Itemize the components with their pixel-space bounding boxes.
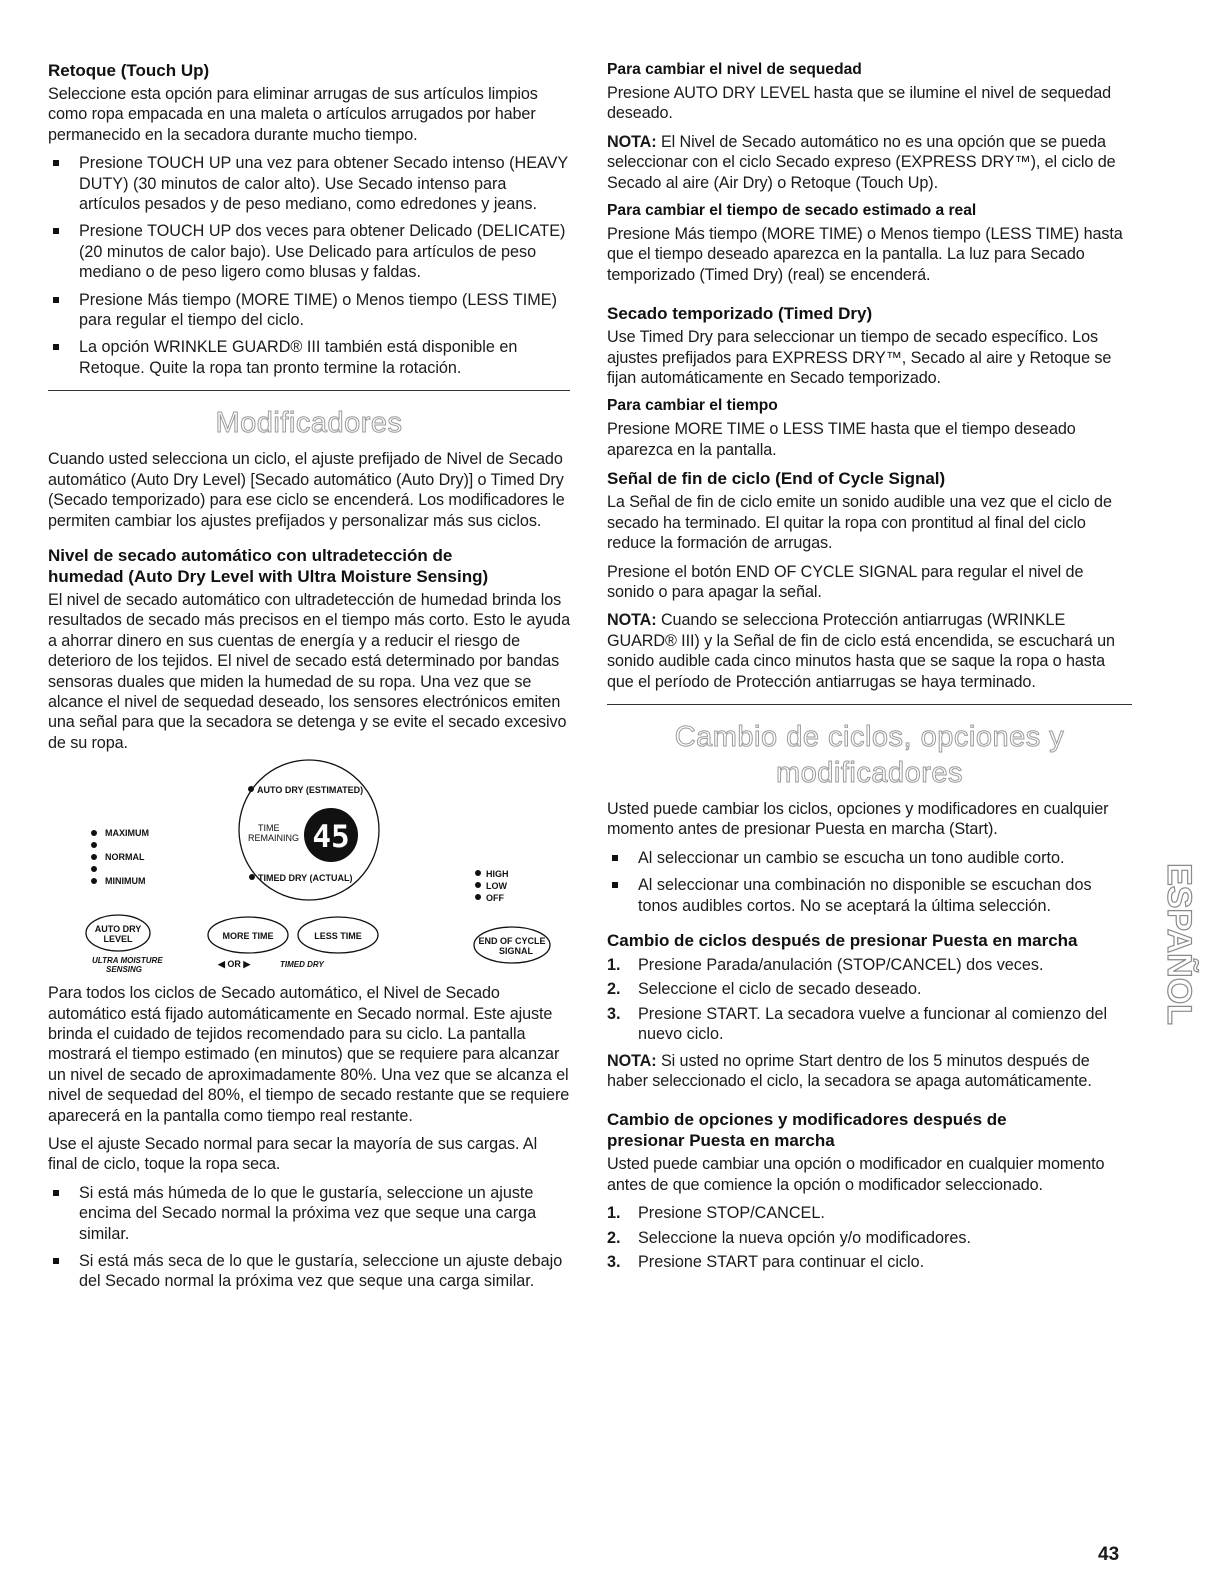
level-dot: [91, 866, 97, 872]
cambio-opciones-heading-line1: Cambio de opciones y modificadores después de: [607, 1110, 1007, 1130]
touch-up-intro: Seleccione esta opción para eliminar arrugas de sus artículos limpios como ropa empacada en una maleta o artículos arrugados por haber permanecido en la secadora durante mucho tiempo.: [48, 85, 538, 144]
nota-label: NOTA:: [607, 132, 657, 151]
step-number: 3.: [607, 1253, 621, 1272]
signal-dot: [475, 894, 481, 900]
cambio-ciclos-heading: Cambio de ciclos después de presionar Puesta en marcha: [607, 930, 1078, 950]
bullet-square-icon: [53, 297, 59, 303]
bullet-square-icon: [53, 1258, 59, 1264]
list-item: [48, 1183, 570, 1244]
list-item-text: Presione Más tiempo (MORE TIME) o Menos tiempo (LESS TIME) para regular el tiempo del ciclo.: [79, 290, 557, 330]
time-display-value: 45: [312, 819, 350, 856]
less-time-label: LESS TIME: [314, 931, 362, 942]
bullet-square-icon: [53, 228, 59, 234]
bullet-square-icon: [53, 344, 59, 350]
cambio-opciones-intro: Usted puede cambiar una opción o modificador en cualquier momento antes de que comience la opción o modificador seleccionado.: [607, 1155, 1105, 1194]
level-dot: [91, 878, 97, 884]
list-item: [48, 337, 570, 378]
sequedad-heading: Para cambiar el nivel de sequedad: [607, 61, 862, 78]
control-panel-illustration: [88, 763, 538, 913]
list-item: [607, 1252, 1132, 1272]
bullet-square-icon: [612, 882, 618, 888]
cambiar-tiempo-heading: Para cambiar el tiempo: [607, 397, 778, 415]
list-item-text: Seleccione el ciclo de secado deseado.: [638, 980, 922, 999]
list-item: [607, 875, 1132, 916]
signal-dot: [475, 882, 481, 888]
modificadores-title: Modificadores: [215, 407, 403, 440]
remaining-label: REMAINING: [248, 833, 300, 844]
para-todos-p1: Para todos los ciclos de Secado automático, el Nivel de Secado automático está fijado automáticamente en Secado normal. Este ajuste brinda el cuidado de tejidos recomendado para su ciclo. La pantalla mostrará el tiempo estimado (en minutos) que se requiere para alcanzar un nivel de secado de aproximadamente 80%. Una vez que se alcanza el nivel de sequedad del 80%, el tiempo de secado restante que se requiere aparecerá en la pantalla como tiempo real restante.: [48, 984, 570, 1125]
cambio-title-line1: Cambio de ciclos, opciones y: [674, 720, 1065, 753]
step-number: 1.: [607, 1204, 621, 1223]
list-item-text: Presione TOUCH UP dos veces para obtener Delicado (DELICATE) (20 minutos de calor bajo). Use Delicado para artículos de peso mediano o de peso ligero como blusas y faldas.: [79, 222, 566, 282]
cambio-title: [607, 719, 1132, 791]
list-item-text: Al seleccionar una combinación no disponible se escuchan dos tonos audibles cortos. No se aceptará la última selección.: [638, 876, 1092, 915]
end-signal-p2: Presione el botón END OF CYCLE SIGNAL para regular el nivel de sonido o para apagar la señal.: [607, 562, 1084, 601]
auto-dry-heading: [48, 545, 570, 587]
language-side-tab: [1148, 814, 1198, 1074]
list-item: [48, 1251, 570, 1292]
list-item-text: Si está más húmeda de lo que le gustaría, seleccione un ajuste encima del Secado normal la próxima vez que seque una carga similar.: [79, 1183, 537, 1243]
cambio-ciclos-nota: [607, 1051, 1132, 1092]
or-label: ◀ OR ▶: [218, 959, 251, 970]
auto-dry-body: El nivel de secado automático con ultradetección de humedad brinda los resultados de secado más precisos en el tiempo más corto. Esto le ayuda a ahorrar dinero en sus cuentas de energía y a reducir el riesgo de deterioro de los tejidos. El nivel de secado está determinado por bandas sensoras duales que miden la humedad de su ropa. Una vez que se alcance el nivel de sequedad deseado, los sensores electrónicos emiten una señal para que la secadora se detenga y se evite el secado excesivo de su ropa.: [48, 590, 570, 752]
end-of-cycle-label: END OF CYCLE: [478, 936, 546, 947]
control-buttons-illustration: [84, 913, 584, 975]
timed-dry-actual-label: TIMED DRY (ACTUAL): [258, 873, 353, 884]
step-number: 3.: [607, 1004, 621, 1023]
section-divider: [607, 704, 1132, 705]
section-divider: [48, 390, 570, 391]
list-item: [607, 848, 1132, 868]
indicator-dot: [248, 786, 254, 792]
list-item: [607, 1228, 1132, 1248]
auto-dry-heading-line2: humedad (Auto Dry Level with Ultra Moisture Sensing): [48, 566, 489, 586]
list-item-text: Presione START. La secadora vuelve a funcionar al comienzo del nuevo ciclo.: [638, 1004, 1108, 1044]
cambio-opciones-steps: [607, 1203, 1132, 1272]
auto-dry-button-label: AUTO DRY: [94, 924, 142, 935]
tiempo-estimado-body: Presione Más tiempo (MORE TIME) o Menos tiempo (LESS TIME) hasta que el tiempo deseado aparezca en la pantalla. La luz para Secado temporizado (Timed Dry) (real) se encenderá.: [607, 225, 1123, 284]
cambio-ciclos-steps: [607, 955, 1132, 1045]
para-todos-bullets: [48, 1183, 570, 1292]
ultra-moisture-label: ULTRA MOISTURE: [92, 956, 163, 966]
level-button-label: LEVEL: [103, 934, 133, 945]
side-tab-label: ESPAÑOL: [1160, 863, 1198, 1025]
level-dot: [91, 842, 97, 848]
end-signal-nota: [607, 610, 1132, 692]
level-maximum: MAXIMUM: [105, 828, 149, 839]
cambio-opciones-heading-line2: presionar Puesta en marcha: [607, 1131, 835, 1151]
touch-up-bullets: [48, 153, 570, 378]
signal-dot: [475, 870, 481, 876]
modificadores-intro: Cuando usted selecciona un ciclo, el ajuste prefijado de Nivel de Secado automático (Auto Dry Level) [Secado automático (Auto Dry)] o Timed Dry (Secado temporizado) para ese ciclo se encenderá. Los modificadores le permiten cambiar los ajustes prefijados y personalizar más sus ciclos.: [48, 450, 565, 530]
timed-dry-body: Use Timed Dry para seleccionar un tiempo de secado específico. Los ajustes prefijados para EXPRESS DRY™, Secado al aire y Retoque se fijan automáticamente en Secado temporizado.: [607, 328, 1112, 388]
step-number: 1.: [607, 955, 621, 974]
list-item-text: Si está más seca de lo que le gustaría, seleccione un ajuste debajo del Secado normal la próxima vez que seque una carga similar.: [79, 1252, 563, 1291]
level-normal: NORMAL: [105, 852, 145, 863]
bullet-square-icon: [53, 160, 59, 166]
cambio-title-line2: modificadores: [775, 756, 964, 789]
right-column: [607, 60, 1132, 1278]
cambio-intro: Usted puede cambiar los ciclos, opciones y modificadores en cualquier momento antes de presionar Puesta en marcha (Start).: [607, 799, 1109, 839]
para-todos-p2: Use el ajuste Secado normal para secar la mayoría de sus cargas. Al final de ciclo, toque la ropa seca.: [48, 1135, 538, 1174]
level-minimum: MINIMUM: [105, 876, 146, 887]
level-dot: [91, 830, 97, 836]
list-item-text: Presione STOP/CANCEL.: [638, 1204, 825, 1223]
list-item-text: Presione TOUCH UP una vez para obtener Secado intenso (HEAVY DUTY) (30 minutos de calor alto). Use Secado intenso para artículos pesados y de peso mediano, como edredones y jeans.: [79, 154, 568, 214]
signal-low: LOW: [486, 881, 507, 892]
end-signal-p1: La Señal de fin de ciclo emite un sonido audible una vez que el ciclo de secado ha terminado. El quitar la ropa con prontitud al final del ciclo reduce la formación de arrugas.: [607, 493, 1112, 553]
sequedad-nota: [607, 132, 1132, 193]
nota-text: Cuando se selecciona Protección antiarrugas (WRINKLE GUARD® III) y la Señal de fin de ciclo está encendida, se escuchará un sonido audible cada cinco minutos hasta que se saque la ropa o hasta que el período de Protección antiarrugas se haya terminado.: [607, 611, 1115, 691]
nota-text: Si usted no oprime Start dentro de los 5 minutos después de haber seleccionado el ciclo, la secadora se apaga automáticamente.: [607, 1051, 1092, 1090]
auto-dry-heading-line1: Nivel de secado automático con ultradetección de: [48, 545, 453, 565]
signal-label: SIGNAL: [498, 946, 534, 957]
nota-label: NOTA:: [607, 1051, 657, 1070]
bullet-square-icon: [612, 855, 618, 861]
time-label: TIME: [258, 823, 280, 834]
timed-dry-label: TIMED DRY: [280, 960, 324, 970]
signal-off: OFF: [486, 893, 504, 904]
nota-label: NOTA:: [607, 611, 657, 630]
auto-dry-estimated-label: AUTO DRY (ESTIMATED): [257, 785, 364, 796]
list-item-text: Seleccione la nueva opción y/o modificadores.: [638, 1228, 971, 1247]
cambio-opciones-heading: [607, 1109, 1132, 1151]
nota-text: El Nivel de Secado automático no es una opción que se pueda seleccionar con el ciclo Secado expreso (EXPRESS DRY™), el ciclo de Secado al aire (Air Dry) o Retoque (Touch Up).: [607, 132, 1116, 192]
list-item: [48, 153, 570, 214]
list-item: [607, 979, 1132, 999]
more-time-label: MORE TIME: [222, 931, 274, 942]
step-number: 2.: [607, 1228, 621, 1247]
list-item-text: La opción WRINKLE GUARD® III también está disponible en Retoque. Quite la ropa tan pronto termine la rotación.: [79, 338, 518, 377]
sensing-label: SENSING: [106, 965, 143, 975]
list-item-text: Presione Parada/anulación (STOP/CANCEL) dos veces.: [638, 955, 1044, 974]
level-dot: [91, 854, 97, 860]
list-item-text: Presione START para continuar el ciclo.: [638, 1253, 925, 1272]
bullet-square-icon: [53, 1190, 59, 1196]
page-number: 43: [1098, 1544, 1120, 1565]
step-number: 2.: [607, 980, 621, 999]
end-signal-heading: Señal de fin de ciclo (End of Cycle Signal): [607, 469, 946, 489]
list-item: [607, 1004, 1132, 1045]
list-item: [48, 290, 570, 331]
touch-up-heading: Retoque (Touch Up): [48, 61, 210, 80]
signal-high: HIGH: [486, 869, 509, 880]
list-item: [607, 955, 1132, 975]
timed-dry-heading: Secado temporizado (Timed Dry): [607, 304, 873, 324]
list-item: [607, 1203, 1132, 1223]
list-item: [48, 221, 570, 282]
list-item-text: Al seleccionar un cambio se escucha un tono audible corto.: [638, 848, 1065, 867]
cambio-bullets: [607, 848, 1132, 916]
indicator-dot: [249, 874, 255, 880]
tiempo-estimado-heading: Para cambiar el tiempo de secado estimado a real: [607, 202, 977, 220]
left-column: [48, 60, 570, 1300]
cambiar-tiempo-body: Presione MORE TIME o LESS TIME hasta que el tiempo deseado aparezca en la pantalla.: [607, 420, 1076, 459]
sequedad-body: Presione AUTO DRY LEVEL hasta que se ilumine el nivel de sequedad deseado.: [607, 84, 1112, 123]
